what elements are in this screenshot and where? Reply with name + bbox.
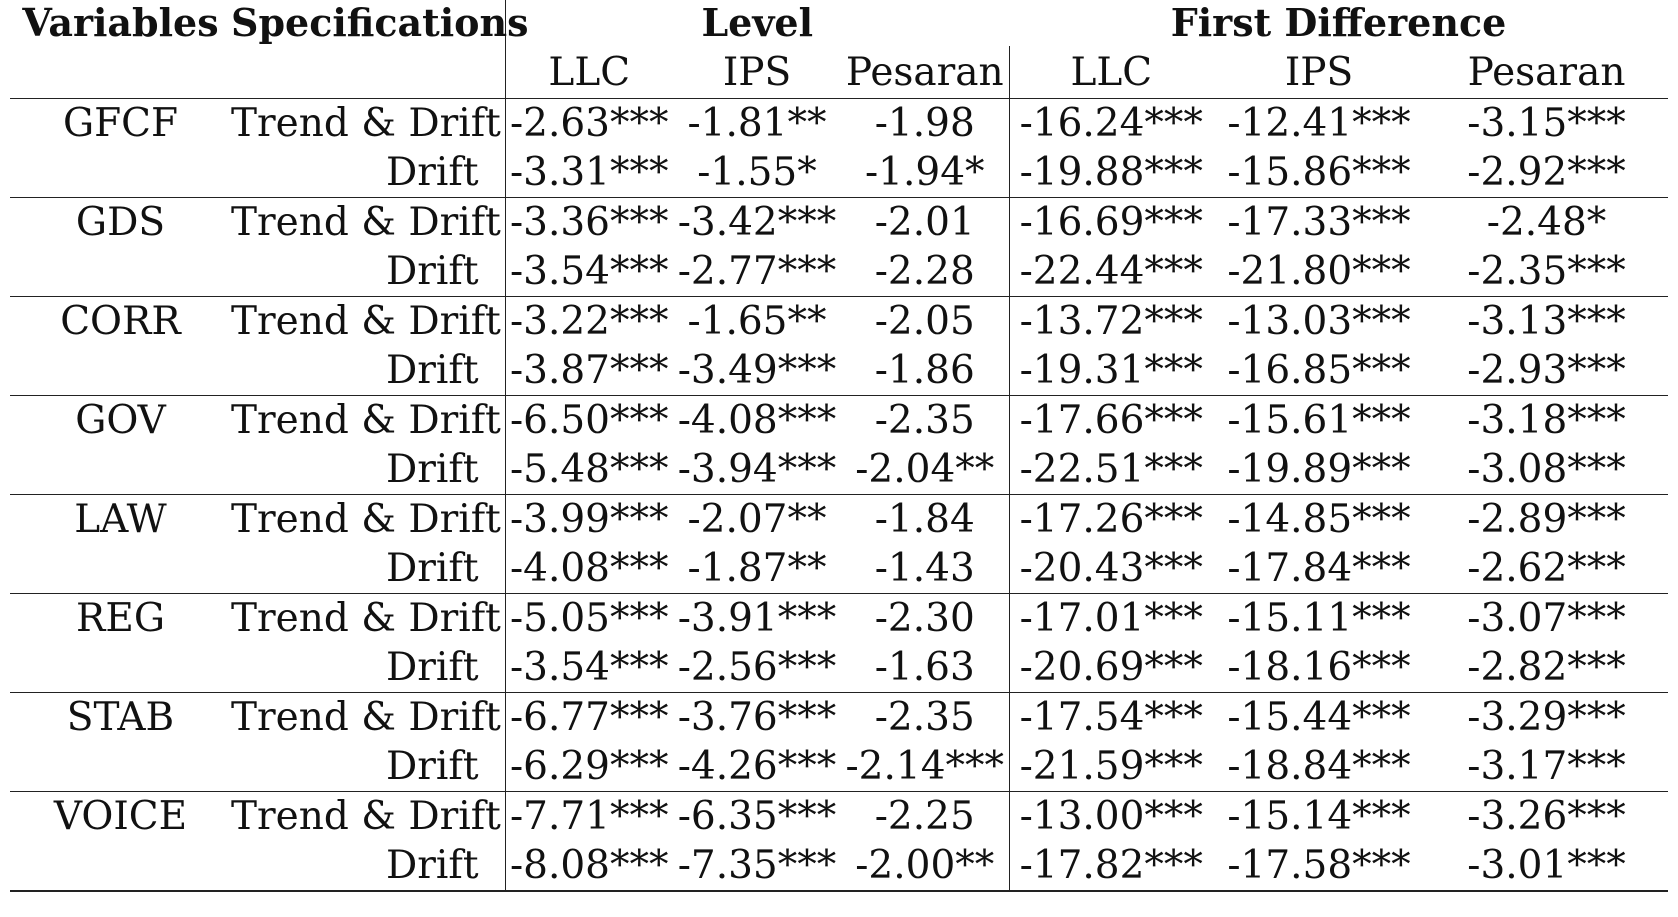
level-pesaran-cell: -1.43 [874, 546, 975, 591]
fd-llc-cell: -20.43*** [1009, 544, 1213, 594]
specification-cell: Drift [386, 447, 479, 492]
variable-cell: STAB [10, 693, 231, 743]
level-pesaran-cell: -2.35 [841, 693, 1009, 743]
fd-ips-cell: -18.16*** [1227, 645, 1411, 690]
fd-pesaran-cell: -2.92*** [1467, 150, 1626, 195]
fd-llc-cell: -17.82*** [1009, 841, 1213, 891]
level-ips-cell: -6.35*** [673, 792, 841, 842]
specification-cell: Drift [386, 348, 479, 393]
level-ips-cell: -3.49*** [677, 348, 837, 393]
fd-ips-cell: -15.11*** [1213, 594, 1425, 644]
specification-cell: Trend & Drift [231, 792, 505, 842]
specification-cell: Trend & Drift [231, 198, 505, 248]
fd-llc-cell: -17.01*** [1009, 594, 1213, 644]
unit-root-test-table [10, 0, 1668, 892]
level-pesaran-cell: -2.25 [841, 792, 1009, 842]
fd-pesaran-cell: -3.07*** [1425, 594, 1668, 644]
fd-pesaran-cell: -3.01*** [1425, 841, 1668, 891]
fd-ips-cell: -17.33*** [1213, 198, 1425, 248]
level-ips-cell: -3.94*** [677, 447, 837, 492]
fd-ips-cell: -15.61*** [1213, 396, 1425, 446]
level-pesaran-cell: -2.28 [874, 249, 975, 294]
level-pesaran-cell: -2.05 [841, 297, 1009, 347]
table-row [10, 198, 1668, 248]
level-llc-cell: -8.08*** [505, 841, 673, 891]
table-row [10, 742, 1668, 792]
level-pesaran-cell: -1.94* [865, 150, 985, 195]
level-llc-cell: -2.63*** [505, 99, 673, 149]
header-variables: Variables [22, 0, 219, 45]
level-pesaran-cell: -2.00** [841, 841, 1009, 891]
level-ips-cell: -1.65** [673, 297, 841, 347]
level-ips-cell: -3.91*** [673, 594, 841, 644]
level-llc-cell: -3.54*** [505, 643, 673, 693]
header-level-ips: IPS [722, 49, 792, 95]
specification-cell: Drift [386, 150, 479, 195]
fd-pesaran-cell: -3.17*** [1467, 744, 1626, 789]
fd-llc-cell: -17.26*** [1009, 495, 1213, 545]
fd-pesaran-cell: -2.48* [1425, 198, 1668, 248]
level-ips-cell: -2.56*** [677, 645, 837, 690]
variable-cell: LAW [10, 495, 231, 545]
fd-ips-cell: -15.14*** [1213, 792, 1425, 842]
variable-cell [10, 247, 231, 297]
level-ips-cell: -7.35*** [673, 841, 841, 891]
level-pesaran-cell: -2.14*** [845, 744, 1005, 789]
level-ips-cell: -4.26*** [677, 744, 837, 789]
fd-ips-cell: -17.84*** [1227, 546, 1411, 591]
level-ips-cell: -1.87** [687, 546, 827, 591]
variable-cell [10, 346, 231, 396]
specification-cell: Trend & Drift [231, 693, 505, 743]
level-ips-cell: -1.81** [673, 99, 841, 149]
level-llc-cell: -4.08*** [505, 544, 673, 594]
fd-ips-cell: -16.85*** [1227, 348, 1411, 393]
header-row-sub [10, 46, 1668, 99]
variable-cell: GFCF [10, 99, 231, 149]
level-pesaran-cell: -1.63 [874, 645, 975, 690]
header-sub-blank-variables [10, 46, 231, 99]
header-first-difference: First Difference [1170, 0, 1507, 45]
fd-llc-cell: -19.31*** [1009, 346, 1213, 396]
level-llc-cell: -3.36*** [505, 198, 673, 248]
level-llc-cell: -7.71*** [505, 792, 673, 842]
level-llc-cell: -3.54*** [505, 247, 673, 297]
table-row [10, 99, 1668, 149]
level-llc-cell: -3.87*** [505, 346, 673, 396]
table-row [10, 297, 1668, 347]
table-row [10, 841, 1668, 891]
table-row [10, 445, 1668, 495]
level-pesaran-cell: -2.01 [841, 198, 1009, 248]
fd-llc-cell: -21.59*** [1009, 742, 1213, 792]
fd-pesaran-cell: -2.62*** [1467, 546, 1626, 591]
specification-cell: Drift [231, 841, 505, 891]
fd-pesaran-cell: -3.15*** [1425, 99, 1668, 149]
table-row [10, 396, 1668, 446]
level-llc-cell: -5.48*** [505, 445, 673, 495]
level-llc-cell: -3.22*** [505, 297, 673, 347]
specification-cell: Drift [386, 645, 479, 690]
level-llc-cell: -3.99*** [505, 495, 673, 545]
fd-ips-cell: -12.41*** [1213, 99, 1425, 149]
fd-pesaran-cell: -3.26*** [1425, 792, 1668, 842]
table-row [10, 792, 1668, 842]
variable-cell [10, 445, 231, 495]
fd-ips-cell: -21.80*** [1227, 249, 1411, 294]
header-fd-llc: LLC [1009, 46, 1213, 99]
header-row-top [10, 0, 1668, 46]
specification-cell: Trend & Drift [231, 495, 505, 545]
table-row [10, 693, 1668, 743]
specification-cell: Drift [386, 546, 479, 591]
header-level: Level [505, 0, 1009, 46]
fd-pesaran-cell: -3.29*** [1425, 693, 1668, 743]
level-llc-cell: -3.31*** [505, 148, 673, 198]
fd-llc-cell: -16.24*** [1009, 99, 1213, 149]
variable-cell [10, 643, 231, 693]
fd-pesaran-cell: -2.93*** [1467, 348, 1626, 393]
table-row [10, 544, 1668, 594]
fd-ips-cell: -19.89*** [1227, 447, 1411, 492]
level-ips-cell: -1.55* [697, 150, 817, 195]
variable-cell [10, 841, 231, 891]
fd-llc-cell: -22.44*** [1009, 247, 1213, 297]
level-pesaran-cell: -1.84 [841, 495, 1009, 545]
level-pesaran-cell: -1.98 [841, 99, 1009, 149]
fd-llc-cell: -20.69*** [1009, 643, 1213, 693]
fd-pesaran-cell: -2.82*** [1467, 645, 1626, 690]
fd-llc-cell: -17.66*** [1009, 396, 1213, 446]
specification-cell: Trend & Drift [231, 99, 505, 149]
fd-ips-cell: -15.86*** [1227, 150, 1411, 195]
variable-cell: GDS [10, 198, 231, 248]
fd-llc-cell: -17.54*** [1009, 693, 1213, 743]
fd-ips-cell: -14.85*** [1213, 495, 1425, 545]
header-fd-pesaran: Pesaran [1467, 49, 1626, 95]
fd-llc-cell: -13.72*** [1009, 297, 1213, 347]
fd-llc-cell: -22.51*** [1009, 445, 1213, 495]
level-ips-cell: -4.08*** [673, 396, 841, 446]
header-level-pesaran: Pesaran [845, 49, 1004, 95]
level-pesaran-cell: -1.86 [874, 348, 975, 393]
header-level-llc: LLC [505, 46, 673, 99]
level-llc-cell: -5.05*** [505, 594, 673, 644]
table-row [10, 247, 1668, 297]
header-sub-blank-spec [231, 46, 505, 99]
header-specifications: Specifications [231, 0, 529, 45]
fd-pesaran-cell: -3.18*** [1425, 396, 1668, 446]
specification-cell: Drift [386, 249, 479, 294]
variable-cell: REG [10, 594, 231, 644]
fd-llc-cell: -16.69*** [1009, 198, 1213, 248]
specification-cell: Trend & Drift [231, 594, 505, 644]
level-pesaran-cell: -2.35 [841, 396, 1009, 446]
level-pesaran-cell: -2.04** [855, 447, 995, 492]
fd-ips-cell: -18.84*** [1227, 744, 1411, 789]
level-llc-cell: -6.50*** [505, 396, 673, 446]
fd-pesaran-cell: -2.89*** [1425, 495, 1668, 545]
specification-cell: Trend & Drift [231, 396, 505, 446]
unit-root-table-container [10, 0, 1668, 892]
level-llc-cell: -6.77*** [505, 693, 673, 743]
variable-cell: CORR [10, 297, 231, 347]
variable-cell [10, 148, 231, 198]
level-ips-cell: -3.42*** [673, 198, 841, 248]
fd-pesaran-cell: -3.13*** [1425, 297, 1668, 347]
fd-llc-cell: -13.00*** [1009, 792, 1213, 842]
specification-cell: Drift [386, 744, 479, 789]
table-row [10, 495, 1668, 545]
fd-llc-cell: -19.88*** [1009, 148, 1213, 198]
fd-ips-cell: -15.44*** [1213, 693, 1425, 743]
table-row [10, 594, 1668, 644]
header-fd-ips: IPS [1284, 49, 1354, 95]
level-llc-cell: -6.29*** [505, 742, 673, 792]
table-body [10, 99, 1668, 892]
level-ips-cell: -2.07** [673, 495, 841, 545]
table-row [10, 643, 1668, 693]
variable-cell: GOV [10, 396, 231, 446]
level-pesaran-cell: -2.30 [841, 594, 1009, 644]
fd-ips-cell: -13.03*** [1213, 297, 1425, 347]
specification-cell: Trend & Drift [231, 297, 505, 347]
level-ips-cell: -2.77*** [677, 249, 837, 294]
variable-cell [10, 544, 231, 594]
variable-cell [10, 742, 231, 792]
fd-pesaran-cell: -3.08*** [1467, 447, 1626, 492]
fd-pesaran-cell: -2.35*** [1467, 249, 1626, 294]
fd-ips-cell: -17.58*** [1213, 841, 1425, 891]
table-row [10, 346, 1668, 396]
variable-cell: VOICE [10, 792, 231, 842]
table-row [10, 148, 1668, 198]
table-header [10, 0, 1668, 99]
level-ips-cell: -3.76*** [673, 693, 841, 743]
